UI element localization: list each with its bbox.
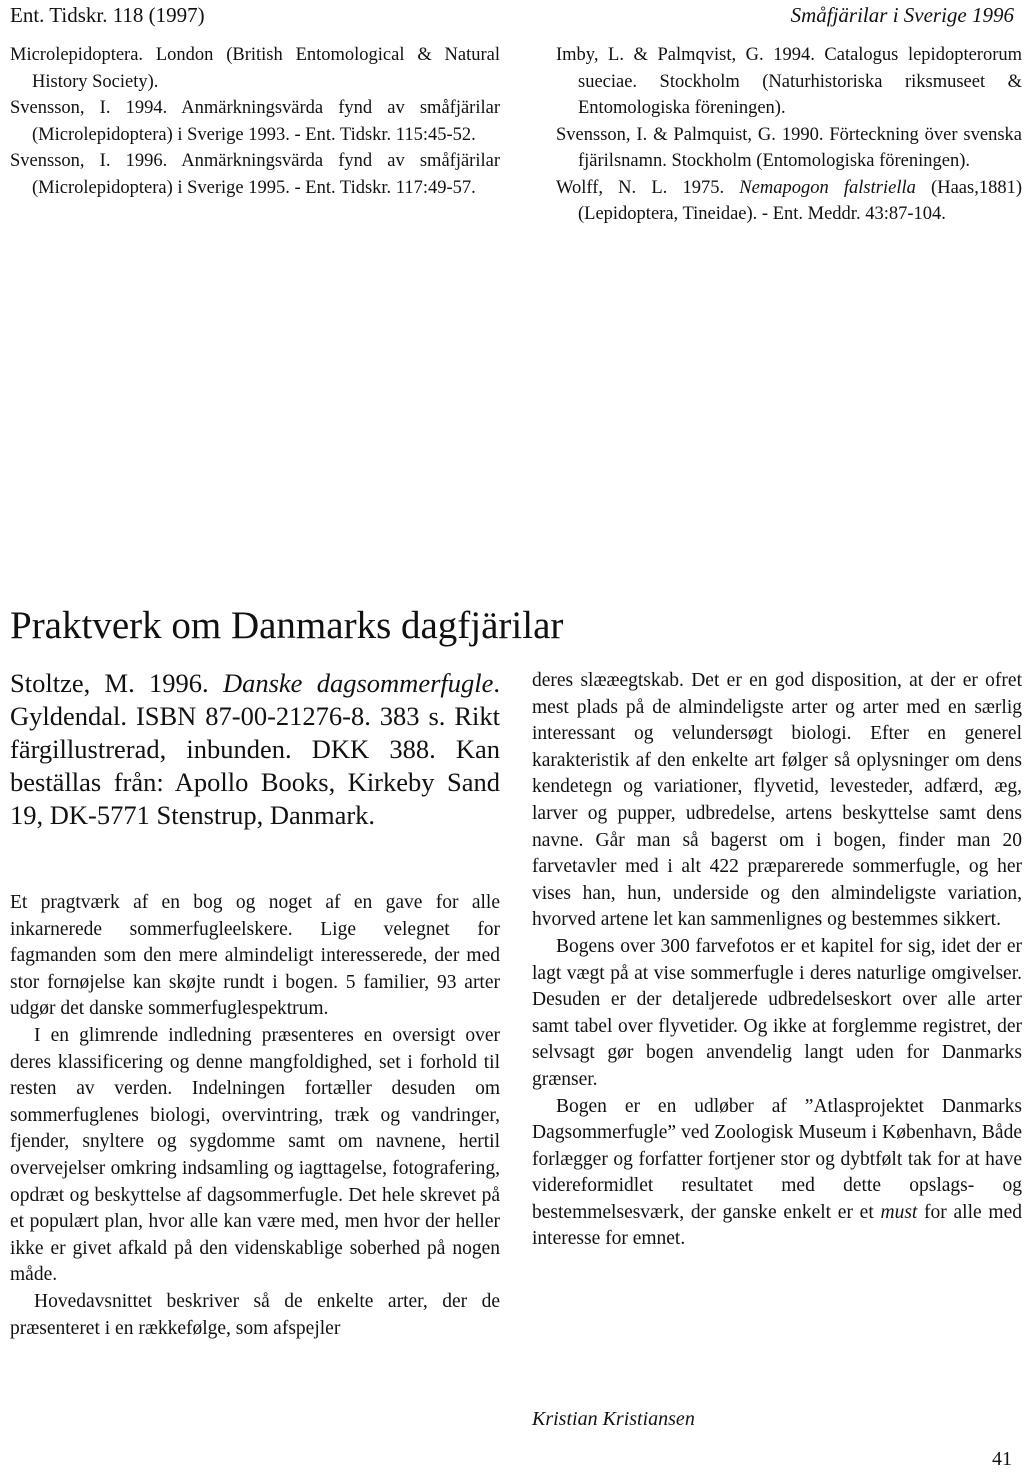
review-title: Praktverk om Danmarks dagfjärilar bbox=[10, 604, 564, 647]
reference-item: Microlepidoptera. London (British Entomological & Natural History Society). bbox=[10, 45, 500, 92]
reference-item: Imby, L. & Palmqvist, G. 1994. Catalogus lepidopterorum sueciae. Stockholm (Naturhistoriska riksmuseet & Entomologiska föreningen). bbox=[556, 45, 1022, 118]
body-paragraph: I en glimrende indledning præsenteres en oversigt over deres klassificering og denne mangfoldighed, set i forhold til resten av verden. Indelningen fortæller desuden om sommerfuglenes biologi, overvintring, træk og vandringer, fjender, snyltere og sygdomme samt om navnene, hertil overvejelser omkring indsamling og iagttagelse, fotografering, opdræt og beskyttelse af dagsommerfugle. Det hele skrevet på et populært plan, hvor alle kan være med, men hvor der heller ikke er givet afkald på den videnskablige soberhed på nogen måde. bbox=[10, 1024, 500, 1286]
biblio-book-title: Danske dagsommerfugle bbox=[222, 668, 494, 698]
review-bibliographic-entry bbox=[10, 667, 500, 832]
running-header-right: Småfjärilar i Sverige 1996 bbox=[790, 3, 1014, 27]
body-text: Bogen er en udløber af ”Atlasprojektet Danmarks Dagsommerfugle” ved Zoologisk Museum i København, Både forlægger og forfatter fortjener stor og dybtfølt tak for at have videreformidlet resultatet med dette opslags- og bestemmelsesværk, der ganske enkelt er et bbox=[532, 1095, 1022, 1223]
biblio-author: Stoltze, M. 1996. bbox=[10, 668, 223, 698]
references-right-column bbox=[556, 42, 1022, 228]
reviewer-signature: Kristian Kristiansen bbox=[532, 1408, 695, 1430]
body-text: for alle med interesse for emnet. bbox=[532, 1201, 1022, 1250]
reference-text: Wolff, N. L. 1975. bbox=[556, 177, 740, 198]
reference-item-wolff bbox=[556, 175, 1022, 228]
review-body-left-column bbox=[10, 890, 500, 1342]
body-paragraph: Hovedavsnittet beskriver så de enkelte arter, der de præsenteret i en rækkefølge, som afspejler bbox=[10, 1290, 500, 1339]
running-header-left: Ent. Tidskr. 118 (1997) bbox=[10, 3, 205, 27]
body-text-italic: must bbox=[880, 1201, 918, 1223]
body-paragraph-last bbox=[532, 1094, 1022, 1254]
biblio-details: . Gyldendal. ISBN 87-00-21276-8. 383 s. Rikt färgillustrerad, inbunden. DKK 388. Kan beställas från: Apollo Books, Kirkeby Sand 19, DK-5771 Stenstrup, Danmark. bbox=[10, 668, 501, 830]
reference-species-italic: Nemapogon falstriella bbox=[739, 177, 916, 198]
body-paragraph: Et pragtværk af en bog og noget af en gave for alle inkarnerede sommerfugleelskere. Lige velegnet for fagmanden som den mere almindeligt interesserede, der med stor fornøjelse kan skøjte rundt i bogen. 5 familier, 93 arter udgør det danske sommerfuglespektrum. bbox=[10, 892, 500, 1020]
body-paragraph: Bogens over 300 farvefotos er et kapitel for sig, idet der er lagt vægt på at vise sommerfugle i deres naturlige omgivelser. Desuden er der detaljerede udbredelseskort over alle arter samt tabel over flyvetider. Og ikke at forglemme registret, der selvsagt gør bogen anvendelig langt uden for Danmarks grænser. bbox=[532, 935, 1022, 1090]
reference-item: Svensson, I. 1996. Anmärkningsvärda fynd av småfjärilar (Microlepidoptera) i Sverige 1995. - Ent. Tidskr. 117:49-57. bbox=[10, 151, 500, 198]
reference-text: (Haas,1881) (Lepidoptera, Tineidae). - Ent. Meddr. 43:87-104. bbox=[578, 177, 1022, 224]
references-left-column bbox=[10, 42, 500, 201]
review-body-right-column bbox=[532, 668, 1022, 1253]
page-number: 41 bbox=[992, 1448, 1012, 1470]
reference-item: Svensson, I. & Palmquist, G. 1990. Förteckning över svenska fjärilsnamn. Stockholm (Entomologiska föreningen). bbox=[556, 124, 1022, 171]
reference-item: Svensson, I. 1994. Anmärkningsvärda fynd av småfjärilar (Microlepidoptera) i Sverige 1993. - Ent. Tidskr. 115:45-52. bbox=[10, 98, 500, 145]
body-paragraph: deres slææegtskab. Det er en god disposition, at der er ofret mest plads på de almindeligste arter og arter med en særlig interessant og velundersøgt biologi. Efter en generel karakteristik af den enkelte art følger så oplysninger om dens kendetegn og variationer, flyvetid, levesteder, adfærd, æg, larver og pupper, udbredelse, artens beskyttelse samt dens navne. Går man så bagerst om i bogen, finder man 20 farvetavler med i alt 422 præparerede sommerfugle, og her vises han, hun, underside og den almindeligste variation, hvorved artene let kan sammenlignes og bestemmes sikkert. bbox=[532, 670, 1022, 931]
